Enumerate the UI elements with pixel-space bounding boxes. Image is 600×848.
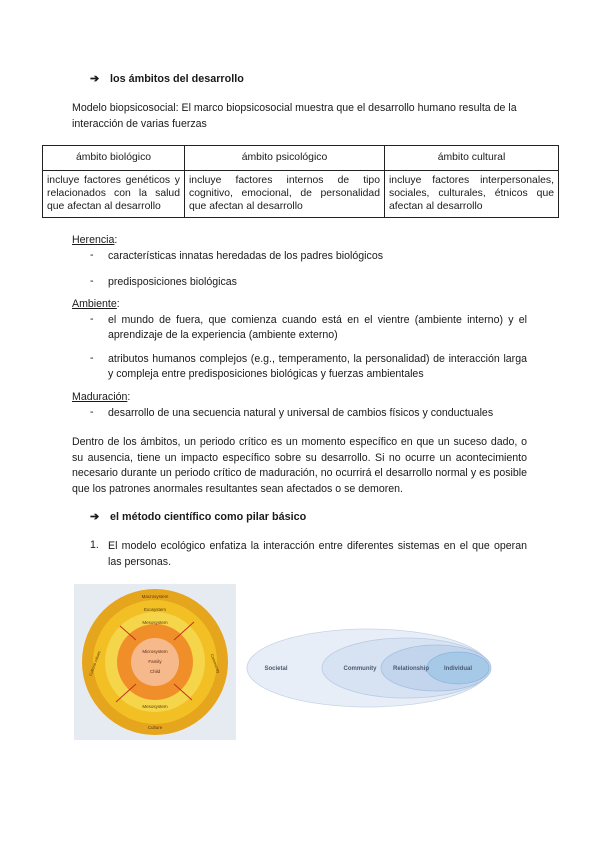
table-header-cell: ámbito biológico [43,146,185,171]
societal-label: Societal [264,666,288,672]
microsystem-label: Microsystem [142,649,168,654]
relationship-label: Relationship [392,666,430,672]
herencia-heading [72,234,117,246]
dash: - [90,313,94,325]
numbered-item [90,539,527,570]
list-item-text: características innatas heredadas de los padres biológicos [108,250,384,262]
table-cell: incluye factores internos de tipo cognitivo, emocional, de personalidad que afectan al desarrollo [185,171,385,218]
table-header-cell: ámbito psicológico [185,146,385,171]
dash: - [90,406,94,418]
maduracion-heading [72,391,130,403]
list-item-text: predisposiciones biológicas [108,276,237,288]
culture-label: Culture [147,725,163,730]
mesosystem-bottom-label: Mesosystem [142,704,168,709]
ambitos-table [42,145,559,218]
individual-label: Individual [443,666,473,672]
arrow-right-icon: ➔ [90,511,100,523]
mesosystem-label: Mesosystem [142,620,168,625]
section-title: el método científico como pilar básico [110,511,307,523]
dash: - [90,352,94,364]
item-number: 1. [90,539,99,551]
periodo-critico-paragraph [72,435,527,497]
community-side-label: Community [209,653,222,674]
dash: - [90,249,94,261]
table-row [43,171,559,218]
arrow-right-icon: ➔ [90,73,100,85]
list-item-text: el mundo de fuera, que comienza cuando está en el vientre (ambiente interno) y el aprendizaje de la experiencia (ambiente externo) [108,314,527,341]
ecological-circles-graphic [74,584,236,740]
intro-paragraph [72,101,527,132]
child-label: Child [149,669,161,674]
exosystem-label: Exosystem [143,607,167,612]
dash: - [90,275,94,287]
section-heading-ambitos [90,72,244,85]
table-cell: incluye factores interpersonales, sociales, culturales, étnicos que afectan al desarrollo [385,171,559,218]
table-header-row [43,146,559,171]
table-cell: incluye factores genéticos y relacionados con la salud que afectan al desarrollo [43,171,185,218]
colon: : [114,234,118,246]
ambiente-heading [72,298,120,310]
family-label: Family [148,659,162,664]
ambiente-title: Ambiente [72,298,117,310]
intro-text: Modelo biopsicosocial: El marco biopsicosocial muestra que el desarrollo humano resulta de la interacción de varias fuerzas [72,102,517,130]
maduracion-title: Maduración [72,391,128,403]
ecological-model-figure [74,584,236,740]
section-title: los ámbitos del desarrollo [110,73,244,85]
social-ecological-model-figure [246,628,492,708]
colon: : [127,391,131,403]
macrosystem-label: Macrosystem [141,594,169,599]
section-heading-metodo [90,510,306,523]
cultural-values-label: Cultural values [87,650,102,677]
community-label: Community [343,666,377,672]
list-item-text: desarrollo de una secuencia natural y universal de cambios físicos y conductuales [108,407,494,419]
numbered-item-text: El modelo ecológico enfatiza la interacción entre diferentes sistemas en el que operan las personas. [108,540,527,568]
herencia-title: Herencia [72,234,115,246]
table-header-cell: ámbito cultural [385,146,559,171]
colon: : [116,298,120,310]
list-item-text: atributos humanos complejos (e.g., temperamento, la personalidad) de interacción larga y compleja entre predisposiciones biológicas y fuerzas ambientales [108,353,527,380]
periodo-critico-text: Dentro de los ámbitos, un periodo crítico es un momento específico en que un suceso dado, o su ausencia, tiene un impacto específico sobre su desarrollo. Si no ocurre un acontecimiento necesario durante un periodo crítico de maduración, no ocurrirá el desarrollo normal y es posible que los patrones anormales resultantes sean afectados o se demoren. [72,436,527,495]
